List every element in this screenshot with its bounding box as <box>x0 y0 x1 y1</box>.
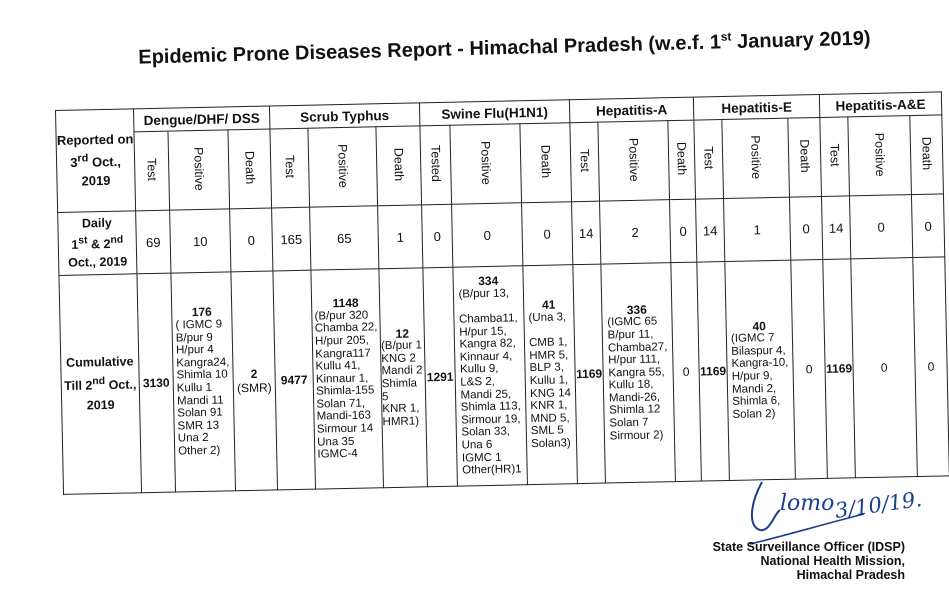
breakdown-total: 41 <box>541 298 556 313</box>
breakdown-line: CMB 1, <box>528 336 568 350</box>
breakdown-total: 1148 <box>332 295 359 311</box>
daily-cell: 14 <box>696 199 725 263</box>
col-header: Death <box>788 117 822 197</box>
breakdown-line: KNG 2 <box>381 352 416 366</box>
reported-on-header: Reported on 3rd Oct., 2019 <box>56 109 136 213</box>
breakdown-line: SML 5 <box>530 424 564 438</box>
breakdown-line: Mandi 2, <box>731 382 777 396</box>
breakdown-line: MND 5, <box>530 412 570 425</box>
breakdown-line: Mandi-26, <box>608 391 661 405</box>
breakdown-line: Chamba11, <box>458 312 518 326</box>
breakdown-line: Solan 91 <box>177 406 223 420</box>
breakdown-line: H/pur 9, <box>731 370 773 383</box>
daily-cell: 0 <box>230 208 273 272</box>
breakdown-total: 334 <box>478 274 499 289</box>
daily-cell: 0 <box>422 204 453 268</box>
breakdown-line: Chamba27, <box>607 340 668 354</box>
col-header: Test <box>270 128 310 208</box>
breakdown-line: Una 6 <box>461 438 493 452</box>
breakdown-line: KNR 1, <box>382 402 420 416</box>
breakdown-line: Solan 33, <box>461 425 511 439</box>
signature-scrawl: lomo <box>780 491 835 516</box>
hepae-death-cell: 0 <box>913 257 949 477</box>
breakdown-line: Kullu 9, <box>459 363 499 376</box>
breakdown-line: (IGMC 65 <box>607 315 658 329</box>
breakdown-line: L&S 2, <box>460 375 495 389</box>
breakdown-line: Chamba 22, <box>314 321 378 335</box>
breakdown-line: Kangra-10, <box>731 357 789 371</box>
hepe-positive-cell <box>725 260 796 480</box>
breakdown-line: (B/pur 13, <box>458 287 510 301</box>
breakdown-line: SMR 13 <box>177 419 220 433</box>
col-header: Test <box>820 117 850 197</box>
hepe-positive-breakdown <box>731 319 790 421</box>
hepae-positive-cell: 0 <box>851 258 918 478</box>
scrub-positive-cell <box>311 269 384 489</box>
col-header: Death <box>376 126 422 206</box>
breakdown-line: H/pur 205, <box>314 334 369 348</box>
breakdown-line: Una 35 <box>317 435 355 449</box>
breakdown-line: KNG 14 <box>529 386 572 400</box>
breakdown-line: Solan 2) <box>732 407 776 421</box>
swine-positive-cell <box>453 266 528 486</box>
scrub-test-cell: 9477 <box>273 270 316 490</box>
breakdown-line: Shimla 6, <box>732 395 781 409</box>
breakdown-line: Mandi-163 <box>316 409 372 424</box>
col-header: Tested <box>420 125 452 205</box>
breakdown-line: Kangra 82, <box>459 337 516 351</box>
breakdown-line: Mandi 2 <box>381 364 423 378</box>
col-header: Positive <box>848 116 912 196</box>
breakdown-line: Shimla 10 <box>176 368 228 382</box>
breakdown-line: Solan3) <box>531 437 571 451</box>
breakdown-line: HMR1) <box>382 415 420 428</box>
breakdown-total: 336 <box>626 302 647 317</box>
breakdown-line: Shimla 5 <box>381 377 418 403</box>
breakdown-line: Other 2) <box>178 444 221 458</box>
group-header-hepatitis-a: Hepatitis-A <box>569 97 693 123</box>
swine-positive-breakdown <box>458 275 522 478</box>
hepa-positive-breakdown <box>607 303 669 443</box>
breakdown-line: Kullu 41, <box>315 359 361 373</box>
breakdown-line: Shimla 113, <box>460 400 521 414</box>
breakdown-line: ( IGMC 9 <box>175 318 223 332</box>
breakdown-line: Kullu 1 <box>176 381 213 395</box>
breakdown-line: Kangra117 <box>315 346 371 361</box>
signature-block <box>700 540 905 582</box>
breakdown-line <box>529 324 570 337</box>
breakdown-line: Mandi 11 <box>176 394 224 408</box>
breakdown-line: Kangra24, <box>176 356 230 370</box>
breakdown-line: H/pur 4 <box>175 343 214 357</box>
breakdown-line: Solan 7 <box>609 416 649 430</box>
breakdown-line: BLP 3, <box>529 361 564 375</box>
signature-stroke <box>752 482 780 530</box>
col-header: Positive <box>722 118 790 198</box>
daily-cell: 1 <box>378 205 423 269</box>
officer-org: National Health Mission, <box>760 554 905 568</box>
hepa-death-cell: 0 <box>671 262 702 481</box>
breakdown-total: 176 <box>191 305 212 320</box>
breakdown-line: (B/pur 320 <box>314 309 369 323</box>
col-header: Death <box>910 115 944 195</box>
breakdown-total: 12 <box>395 326 410 341</box>
breakdown-line: H/pur 111, <box>608 353 661 367</box>
dengue-positive-cell <box>171 272 236 492</box>
group-header-swine-flu: Swine Flu(H1N1) <box>419 100 569 126</box>
breakdown-line: Shimla 12 <box>609 403 661 417</box>
breakdown-line: H/pur 15, <box>459 325 507 339</box>
daily-cell: 0 <box>452 203 523 267</box>
breakdown-line: Sirmour 2) <box>609 429 664 443</box>
breakdown-line: B/pur 11, <box>607 328 654 342</box>
breakdown-line: KNR 1, <box>530 399 568 413</box>
breakdown-line: Kullu 1, <box>529 374 569 388</box>
dengue-death-cell: 2 (SMR) <box>231 271 278 491</box>
breakdown-line: Kangra 55, <box>608 365 665 380</box>
report-table <box>55 91 949 494</box>
hepe-death-cell: 0 <box>791 259 828 479</box>
daily-cell: 0 <box>789 196 822 260</box>
group-header-hepatitis-ae: Hepatitis-A&E <box>819 92 941 118</box>
col-header: Death <box>228 129 272 209</box>
col-header: Death <box>668 120 696 200</box>
daily-cell: 2 <box>600 200 671 264</box>
hepae-test-cell: 1169 <box>823 259 856 479</box>
breakdown-line: Shimla-155 <box>316 384 375 398</box>
breakdown-line: Sirmour 14 <box>316 422 374 436</box>
breakdown-line: IGMC-4 <box>317 448 358 461</box>
daily-cell: 14 <box>821 196 850 260</box>
col-header: Positive <box>598 121 670 201</box>
col-header: Test <box>134 131 170 211</box>
group-header-scrub-typhus: Scrub Typhus <box>269 103 419 129</box>
swine-death-breakdown <box>528 299 572 451</box>
col-header: Positive <box>168 130 230 210</box>
breakdown-line: HMR 5, <box>529 349 569 362</box>
group-header-hepatitis-e: Hepatitis-E <box>693 94 819 120</box>
hepa-positive-cell <box>601 263 676 483</box>
breakdown-line: Kinnaur 1, <box>315 372 369 386</box>
col-header: Positive <box>308 127 378 207</box>
hepa-test-cell: 1169 <box>573 264 606 484</box>
scrub-death-breakdown <box>381 327 426 429</box>
col-header: Test <box>570 122 600 202</box>
breakdown-line: Kullu 18, <box>608 378 654 392</box>
breakdown-line: Mandi 25, <box>460 388 512 402</box>
daily-cell: 10 <box>170 209 231 273</box>
daily-cell: 1 <box>724 197 791 261</box>
table-row-cumulative <box>59 257 949 495</box>
col-header: Positive <box>450 124 522 204</box>
daily-cell: 165 <box>272 207 311 271</box>
daily-cell: 0 <box>911 194 944 258</box>
daily-cell: 0 <box>670 199 697 263</box>
breakdown-line: Sirmour 19, <box>461 413 521 427</box>
dengue-test-cell: 3130 <box>137 273 176 493</box>
swine-death-cell <box>523 265 578 485</box>
dengue-positive-breakdown <box>175 306 231 458</box>
daily-cell: 14 <box>572 201 601 265</box>
daily-cell: 0 <box>522 202 573 266</box>
breakdown-total: 40 <box>752 318 766 334</box>
report-table-wrapper <box>55 91 949 494</box>
swine-test-cell: 1291 <box>423 267 458 487</box>
breakdown-line: Kinnaur 4, <box>459 350 513 364</box>
scrub-death-cell <box>379 268 428 488</box>
hepe-test-cell: 1169 <box>697 262 730 482</box>
group-header-dengue: Dengue/DHF/ DSS <box>133 106 269 132</box>
col-header: Death <box>520 123 572 203</box>
cumulative-row-label: Cumulative Till 2nd Oct., 2019 <box>59 274 142 495</box>
report-title: Epidemic Prone Diseases Report - Himachal Pradesh (w.e.f. 1st January 2019) <box>138 27 871 69</box>
officer-title: State Surveillance Officer (IDSP) <box>712 540 905 554</box>
breakdown-line: Solan 71, <box>316 397 366 411</box>
breakdown-line: IGMC 1 <box>461 451 502 465</box>
officer-state: Himachal Pradesh <box>796 568 905 582</box>
breakdown-line: Una 2 <box>177 432 209 445</box>
breakdown-line: Bilaspur 4, <box>731 344 786 358</box>
breakdown-line: (IGMC 7 <box>730 332 775 346</box>
daily-row-label: Daily 1st & 2nd Oct., 2019 <box>58 211 137 276</box>
breakdown-line: B/pur 9 <box>175 331 213 345</box>
breakdown-line: (B/pur 1 <box>380 339 423 353</box>
daily-cell: 0 <box>849 195 912 259</box>
breakdown-line: (Una 3, <box>528 311 567 325</box>
signature-date: 3/10/19. <box>833 486 924 523</box>
scrub-positive-breakdown <box>314 296 380 461</box>
col-header: Test <box>694 120 724 200</box>
daily-cell: 69 <box>136 210 171 274</box>
breakdown-line: Other(HR)1 <box>462 463 522 477</box>
daily-cell: 65 <box>310 206 379 270</box>
handwritten-signature <box>744 474 934 548</box>
